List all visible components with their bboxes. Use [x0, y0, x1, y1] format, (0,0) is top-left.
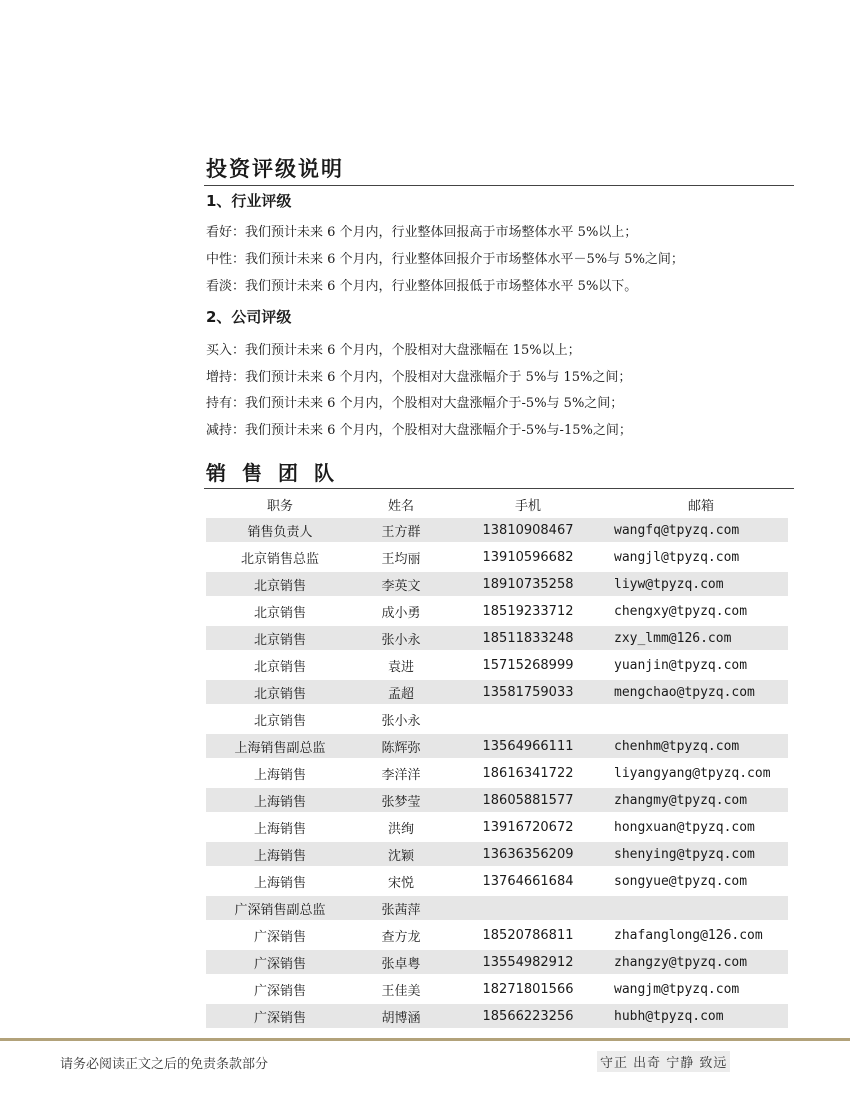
cell-email: wangjm@tpyzq.com — [614, 981, 740, 997]
cell-phone: 18519233712 — [482, 603, 574, 619]
cell-name: 王方群 — [354, 518, 448, 542]
cell-phone: 13910596682 — [482, 549, 574, 565]
cell-email: liyangyang@tpyzq.com — [614, 765, 771, 781]
cell-position: 上海销售 — [253, 821, 306, 837]
cell-email: zhangmy@tpyzq.com — [608, 788, 788, 812]
table-row — [206, 626, 788, 650]
cell-name: 李洋洋 — [381, 767, 421, 783]
cell-phone: 13581759033 — [448, 680, 608, 704]
cell-phone: 15715268999 — [482, 657, 574, 673]
table-row — [206, 869, 788, 893]
cell-phone: 18566223256 — [448, 1004, 608, 1028]
cell-name: 袁进 — [387, 659, 414, 675]
company-rating-line: 减持：我们预计未来 6 个月内，个股相对大盘涨幅介于-5%与-15%之间； — [206, 423, 632, 438]
cell-email: zhangzy@tpyzq.com — [608, 950, 788, 974]
table-row — [206, 653, 788, 677]
cell-position: 北京销售 — [253, 605, 306, 621]
footer-motto: 守正 出奇 宁静 致远 — [597, 1051, 730, 1072]
industry-rating-line: 中性：我们预计未来 6 个月内，行业整体回报介于市场整体水平－5%与 5%之间； — [206, 252, 684, 267]
table-row — [206, 1004, 788, 1028]
table-row — [206, 842, 788, 866]
table-row — [206, 734, 788, 758]
header-email: 邮箱 — [687, 498, 714, 514]
cell-position: 上海销售副总监 — [206, 734, 354, 758]
cell-email: zhafanglong@126.com — [614, 927, 763, 943]
cell-name: 洪绚 — [387, 821, 414, 837]
cell-name: 陈辉弥 — [354, 734, 448, 758]
cell-phone: 18910735258 — [448, 572, 608, 596]
table-row — [206, 572, 788, 596]
cell-name: 张卓粤 — [354, 950, 448, 974]
cell-position: 上海销售 — [206, 842, 354, 866]
cell-position: 北京销售 — [206, 572, 354, 596]
cell-phone: 18271801566 — [482, 981, 574, 997]
cell-name: 张茜萍 — [354, 896, 448, 920]
cell-email: shenying@tpyzq.com — [608, 842, 788, 866]
sales-team-table — [206, 490, 788, 1031]
cell-name: 胡博涵 — [354, 1004, 448, 1028]
title-underline — [204, 185, 794, 186]
cell-phone: 13554982912 — [448, 950, 608, 974]
cell-email — [608, 896, 788, 920]
cell-phone: 13916720672 — [482, 819, 574, 835]
page-title: 投资评级说明 — [206, 157, 344, 181]
table-row — [206, 707, 788, 731]
footer-divider — [0, 1038, 850, 1041]
cell-email: zxy_lmm@126.com — [608, 626, 788, 650]
industry-rating-line: 看淡：我们预计未来 6 个月内，行业整体回报低于市场整体水平 5%以下。 — [206, 279, 638, 294]
cell-position: 北京销售 — [253, 659, 306, 675]
cell-email: mengchao@tpyzq.com — [608, 680, 788, 704]
cell-email — [608, 707, 788, 731]
header-phone: 手机 — [514, 498, 541, 514]
cell-position: 北京销售总监 — [240, 551, 319, 567]
table-row — [206, 599, 788, 623]
table-row — [206, 788, 788, 812]
cell-position: 广深销售 — [206, 950, 354, 974]
cell-position: 广深销售 — [253, 929, 306, 945]
cell-position: 广深销售副总监 — [206, 896, 354, 920]
industry-rating-heading: 1、行业评级 — [206, 192, 292, 210]
cell-name: 张小永 — [354, 626, 448, 650]
company-rating-line: 买入：我们预计未来 6 个月内，个股相对大盘涨幅在 15%以上； — [206, 343, 581, 358]
cell-email: chengxy@tpyzq.com — [614, 603, 748, 619]
table-row — [206, 545, 788, 569]
cell-email: hongxuan@tpyzq.com — [614, 819, 755, 835]
cell-name: 张梦莹 — [354, 788, 448, 812]
cell-position: 上海销售 — [253, 875, 306, 891]
table-row — [206, 950, 788, 974]
cell-name: 宋悦 — [387, 875, 414, 891]
cell-name: 孟超 — [354, 680, 448, 704]
cell-phone: 13764661684 — [482, 873, 574, 889]
table-row — [206, 896, 788, 920]
cell-email: liyw@tpyzq.com — [608, 572, 788, 596]
cell-email: wangfq@tpyzq.com — [608, 518, 788, 542]
cell-email: songyue@tpyzq.com — [614, 873, 748, 889]
cell-phone: 13810908467 — [448, 518, 608, 542]
company-rating-line: 增持：我们预计未来 6 个月内，个股相对大盘涨幅介于 5%与 15%之间； — [206, 370, 632, 385]
cell-phone: 18616341722 — [482, 765, 574, 781]
cell-name: 王佳美 — [381, 983, 421, 999]
cell-name: 成小勇 — [381, 605, 421, 621]
cell-phone: 18520786811 — [482, 927, 574, 943]
cell-position: 北京销售 — [206, 680, 354, 704]
cell-phone: 13564966111 — [448, 734, 608, 758]
cell-position: 广深销售 — [253, 983, 306, 999]
table-header-row — [206, 493, 788, 515]
header-position: 职务 — [266, 498, 293, 514]
footer-disclaimer: 请务必阅读正文之后的免责条款部分 — [60, 1057, 269, 1072]
table-row — [206, 761, 788, 785]
cell-name: 李英文 — [354, 572, 448, 596]
cell-position: 上海销售 — [253, 767, 306, 783]
cell-name: 张小永 — [381, 713, 421, 729]
cell-email: hubh@tpyzq.com — [608, 1004, 788, 1028]
cell-phone: 18511833248 — [448, 626, 608, 650]
cell-name: 沈颖 — [354, 842, 448, 866]
team-title-underline — [204, 488, 794, 489]
cell-email: wangjl@tpyzq.com — [614, 549, 740, 565]
cell-position: 广深销售 — [206, 1004, 354, 1028]
cell-phone: 13636356209 — [448, 842, 608, 866]
table-row — [206, 815, 788, 839]
industry-rating-line: 看好：我们预计未来 6 个月内，行业整体回报高于市场整体水平 5%以上； — [206, 225, 638, 240]
table-row — [206, 680, 788, 704]
cell-email: chenhm@tpyzq.com — [608, 734, 788, 758]
company-rating-heading: 2、公司评级 — [206, 308, 292, 326]
cell-name: 王均丽 — [381, 551, 421, 567]
cell-email: yuanjin@tpyzq.com — [614, 657, 748, 673]
cell-position: 北京销售 — [253, 713, 306, 729]
cell-position: 上海销售 — [206, 788, 354, 812]
table-row — [206, 518, 788, 542]
sales-team-title: 销售团队 — [206, 461, 350, 485]
cell-position: 销售负责人 — [206, 518, 354, 542]
company-rating-line: 持有：我们预计未来 6 个月内，个股相对大盘涨幅介于-5%与 5%之间； — [206, 396, 624, 411]
cell-phone — [448, 707, 608, 731]
table-body — [206, 518, 788, 1028]
cell-position: 北京销售 — [206, 626, 354, 650]
cell-phone — [448, 896, 608, 920]
header-name: 姓名 — [387, 498, 414, 514]
cell-name: 查方龙 — [381, 929, 421, 945]
cell-phone: 18605881577 — [448, 788, 608, 812]
table-row — [206, 977, 788, 1001]
table-row — [206, 923, 788, 947]
